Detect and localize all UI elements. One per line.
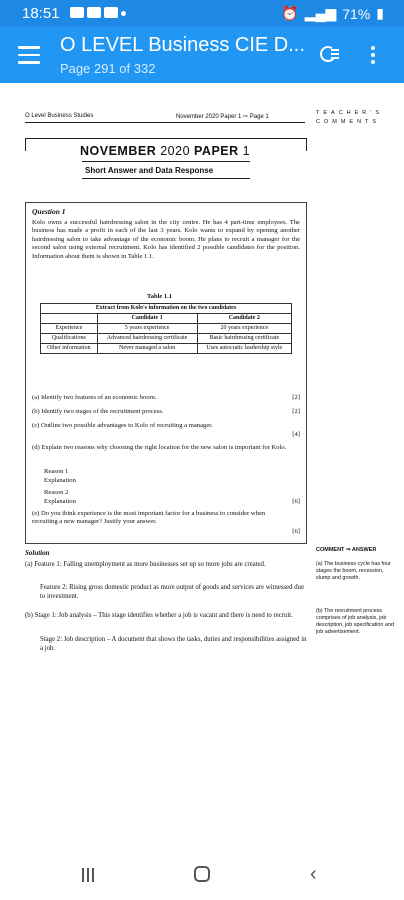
home-icon[interactable] (194, 866, 210, 882)
menu-icon[interactable] (18, 46, 40, 64)
answer-text: (a) Feature 1: Falling unemployment as more businesses set up so more jobs are created. (25, 561, 266, 568)
section-rule (82, 178, 250, 179)
title-rule (82, 161, 250, 162)
signal-icon: ▂▄▆ (304, 5, 337, 21)
table-row: Other information Never managed a salon Uses autocratic leadership style (41, 344, 292, 354)
system-navigation-bar (0, 840, 404, 900)
more-notifications-icon (121, 11, 126, 16)
question-item: (b) Identify two stages of the recruitment process. [2] (32, 408, 300, 415)
document-page (0, 100, 404, 840)
question-item: (a) Identify two features of an economic boom. [2] (32, 394, 300, 401)
table-of-contents-icon[interactable] (318, 44, 342, 66)
section-title: Short Answer and Data Response (85, 166, 214, 175)
status-bar (0, 0, 404, 27)
question-text: Kolo owns a successful hairdressing salon in the city centre. He has 4 part-time employees. The business has made a profit in each of the last 3 years. Kolo wants to expand by opening another hairdressing salon to take advantage of the economic boom. He plans to recruit a manager for the second salon using external recruitment. Kolo has identified 2 possible candidates for the position. Information about them is shown in Table 1.1. (32, 219, 300, 260)
battery-level: 71% (342, 5, 371, 22)
document-title: O LEVEL Business CIE D... (60, 34, 305, 56)
table-caption: Table 1.1 (147, 293, 173, 300)
table-header: Candidate 1 (97, 314, 197, 324)
table-title: Extract from Kolo's information on the two candidates (41, 304, 292, 314)
page-header-right: TEACHER'S COMMENTS (316, 110, 383, 125)
table-header: Candidate 2 (197, 314, 291, 324)
question-item: (c) Outline two possible advantages to Kolo of recruiting a manager. (32, 422, 213, 429)
header-rule (25, 122, 305, 123)
candidates-table (40, 303, 292, 354)
answer-text: (b) Stage 1: Job analysis – This stage identifies whether a job is vacant and there is need to recruit. (25, 612, 293, 619)
comment-title: COMMENT ⇒ ANSWER (316, 547, 377, 553)
question-item: (e) Do you think experience is the most important factor for a business to consider when recruiting a new manager? Justify your answer. (32, 510, 266, 525)
recent-apps-icon[interactable] (82, 868, 98, 882)
more-options-icon[interactable] (366, 44, 380, 66)
teacher-comment: (b) The recruitment process comprises of job analysis, job description, job specification and job advertisement. (316, 608, 394, 635)
teacher-comment: (a) The business cycle has four stages the boom, recession, slump and growth. (316, 561, 391, 581)
app-bar (0, 27, 404, 83)
youtube-notification-icon (104, 7, 118, 18)
answer-line-label: Reason 2 (44, 489, 69, 496)
answer-line-label: Explanation [6] (44, 498, 300, 505)
page-indicator: Page 291 of 332 (60, 61, 156, 76)
table-row: Qualifications Advanced hairdressing certificate Basic hairdressing certificate (41, 334, 292, 344)
question-item: (d) Explain two reasons why choosing the right location for the new salon is important for Kolo. (32, 444, 287, 451)
paper-title: NOVEMBER 2020 PAPER 1 (80, 144, 251, 158)
question-title: Question 1 (32, 207, 66, 216)
youtube-notification-icon (87, 7, 101, 18)
answer-line-label: Explanation (44, 477, 76, 484)
solution-title: Solution (25, 549, 50, 557)
status-time: 18:51 (22, 5, 60, 22)
page-header-mid: November 2020 Paper 1 ⇨ Page 1 (176, 114, 269, 120)
table-header (41, 314, 98, 324)
gallery-notification-icon (70, 7, 84, 18)
back-icon[interactable]: ‹ (310, 863, 317, 885)
answer-text: Feature 2: Rising gross domestic product as more output of goods and services are witnessed due to investment. (40, 584, 305, 600)
question-item-mark: [4] (292, 431, 300, 438)
battery-icon: ▮ (376, 5, 384, 21)
answer-line-label: Reason 1 (44, 468, 69, 475)
page-header-left: O Level Business Studies (25, 113, 94, 119)
table-row: Experience 5 years experience 20 years experience (41, 324, 292, 334)
answer-text: Stage 2: Job description – A document that shows the tasks, duties and responsibilities assigned in a job. (40, 636, 307, 652)
question-item-mark: [6] (292, 528, 300, 535)
alarm-icon: ⏰ (281, 5, 299, 21)
